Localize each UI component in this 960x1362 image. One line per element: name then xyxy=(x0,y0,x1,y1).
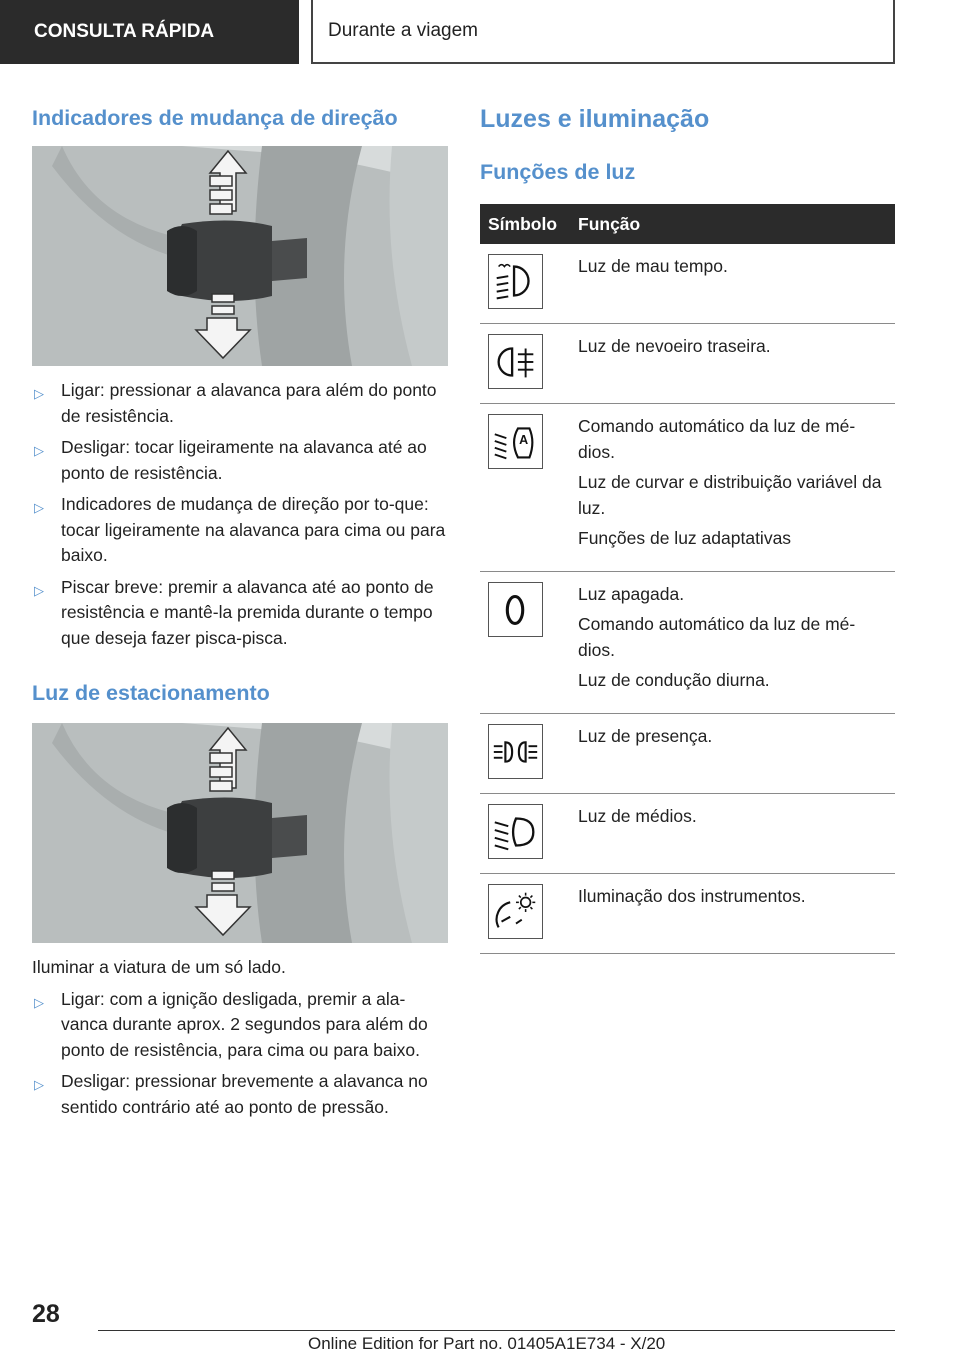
low-beam-icon xyxy=(488,804,543,859)
list-item: ▷ Indicadores de mudança de direção por to‐que: tocar ligeiramente na alavanca para cima ou para baixo. xyxy=(34,494,446,565)
rear-fog-light-icon xyxy=(488,334,543,389)
light-functions-heading: Funções de luz xyxy=(480,160,636,184)
parking-light-heading: Luz de estacionamento xyxy=(32,681,270,705)
function-text: Luz de presença. xyxy=(578,725,713,746)
section-tab-label: CONSULTA RÁPIDA xyxy=(34,21,215,42)
function-text: Luz de mau tempo. xyxy=(578,256,728,276)
list-item: ▷ Desligar: pressionar brevemente a alavanca no sentido contrário até ao ponto de pressão. xyxy=(34,1071,428,1117)
chapter-tab-label: Durante a viagem xyxy=(328,20,478,41)
function-text: Luz de médios. xyxy=(578,805,697,826)
function-text: Comando automático da luz de mé‐dios. xyxy=(578,614,856,660)
svg-text:A: A xyxy=(519,432,529,447)
list-item: ▷ Ligar: pressionar a alavanca para além do ponto de resistência. xyxy=(34,380,437,426)
section-tab[interactable] xyxy=(0,0,299,64)
edition-note: Online Edition for Part no. 01405A1E734 - X/20 xyxy=(308,1334,666,1353)
table-row xyxy=(480,571,895,713)
table-row xyxy=(480,244,895,324)
turn-signals-list xyxy=(32,378,448,651)
left-column xyxy=(32,100,448,1126)
right-column xyxy=(480,100,895,954)
lights-heading: Luzes e iluminação xyxy=(480,105,710,133)
instrument-lighting-icon xyxy=(488,884,543,939)
parking-light-intro: Iluminar a viatura de um só lado. xyxy=(32,957,286,977)
page-number: 28 xyxy=(32,1300,60,1328)
footer-divider xyxy=(98,1330,895,1331)
chapter-tab[interactable] xyxy=(311,0,895,64)
table-row xyxy=(480,404,895,572)
bad-weather-light-icon xyxy=(488,254,543,309)
list-item: ▷ Ligar: com a ignição desligada, premir a ala‐vanca durante aprox. 2 segundos para além do ponto de resistência, para cima ou para baixo. xyxy=(34,988,428,1060)
column-header-function: Função xyxy=(570,204,895,244)
auto-headlight-icon xyxy=(488,414,543,469)
turn-signals-heading: Indicadores de mudança de direção xyxy=(32,106,398,130)
column-header-symbol: Símbolo xyxy=(480,204,570,244)
table-row xyxy=(480,324,895,404)
parking-light-list xyxy=(32,987,448,1121)
function-text: Luz apagada. xyxy=(578,583,685,604)
light-functions-table xyxy=(480,204,895,954)
lights-off-icon xyxy=(488,582,543,637)
function-text: Luz de nevoeiro traseira. xyxy=(578,336,771,356)
function-text: Comando automático da luz de mé‐dios. xyxy=(578,416,856,462)
table-row xyxy=(480,873,895,953)
parking-light-lever-photo xyxy=(32,723,448,943)
turn-signal-lever-photo xyxy=(32,146,448,366)
function-text: Funções de luz adaptativas xyxy=(578,528,792,548)
function-text: Luz de curvar e distribuição variável da luz. xyxy=(578,472,882,518)
table-row xyxy=(480,713,895,793)
list-item: ▷ Desligar: tocar ligeiramente na alavanca até ao ponto de resistência. xyxy=(34,437,427,483)
table-header-row xyxy=(480,204,895,244)
table-row xyxy=(480,793,895,873)
function-text: Luz de condução diurna. xyxy=(578,670,770,690)
function-text: Iluminação dos instrumentos. xyxy=(578,885,806,906)
parking-lights-icon xyxy=(488,724,543,779)
list-item: ▷ Piscar breve: premir a alavanca até ao ponto de resistência e mantê-la premida durante o tempo que deseja fazer pisca-pisca. xyxy=(34,576,434,648)
